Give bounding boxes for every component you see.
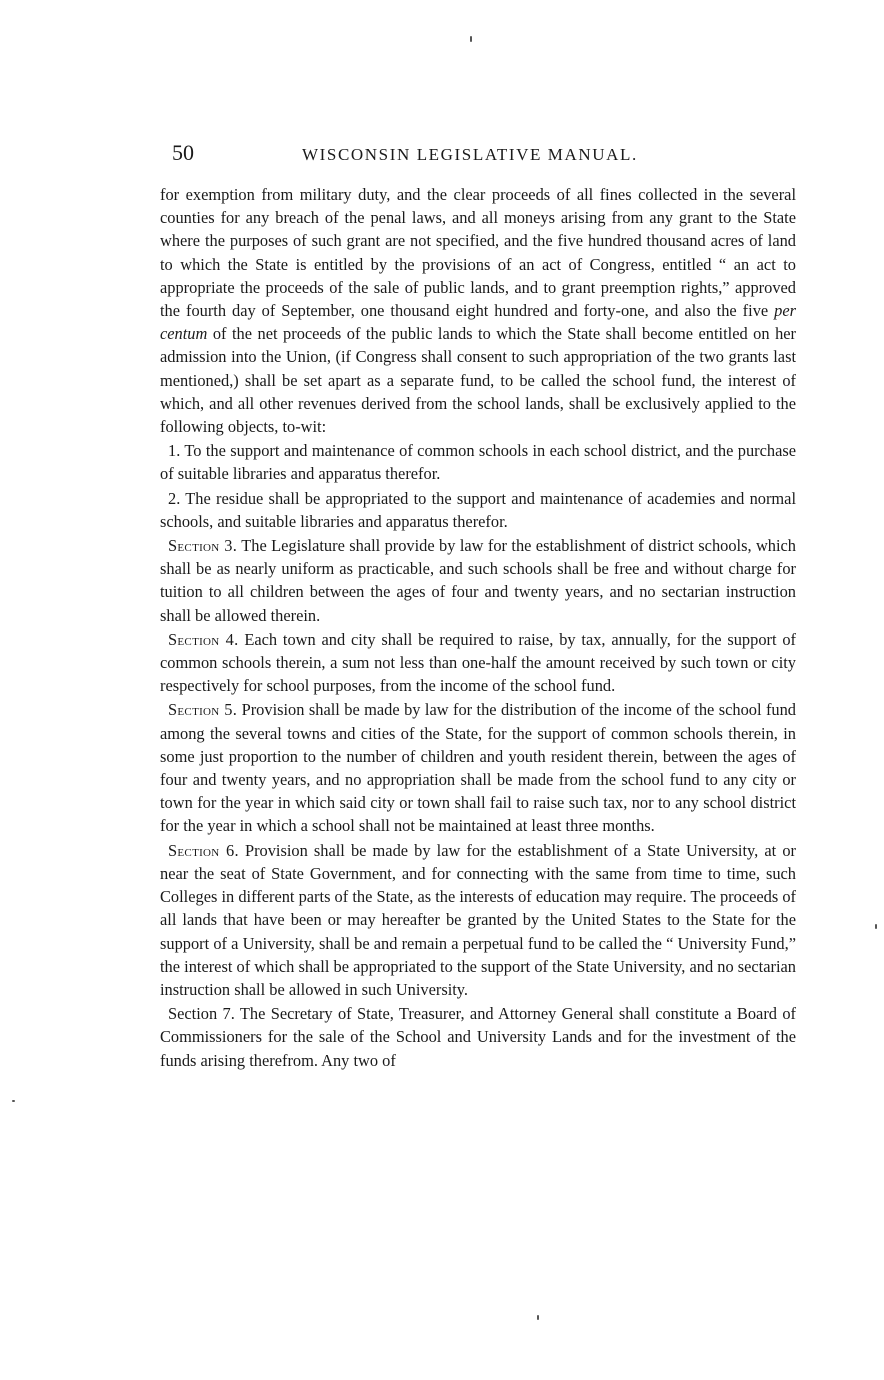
running-title: WISCONSIN LEGISLATIVE MANUAL. xyxy=(302,145,638,164)
paragraph-text: Each town and city shall be required to raise, by tax, annually, for the support of common schools therein, a sum not less than one-half the amount received by such town or city respectively for school purposes, from the income of the school fund. xyxy=(160,629,796,696)
section-heading: Section 3. xyxy=(168,536,238,556)
paragraph-text: for exemption from military duty, and the clear proceeds of all fines collected in the several counties for any breach of the penal laws, and all moneys arising from any grant to the State where the purposes of such grant are not specified, and the five hundred thousand acres of land to which the State is entitled by the provisions of an act of Congress, entitled “ an act to appropriate the proceeds of the sale of public lands, and to grant preemption rights,” approved the fourth day of September, one thousand eight hundred and forty-one, and also the five per centum of the net proceeds of the public lands to which the State shall become entitled on her admission into the Union, (if Congress shall consent to such appropriation of the two grants last mentioned,) shall be set apart as a separate fund, to be called the school fund, the interest of which, and all other revenues derived from the school lands, shall be exclusively applied to the following objects, to-wit: xyxy=(160,185,796,437)
paragraph xyxy=(160,487,796,533)
section-paragraph xyxy=(160,839,796,1001)
paragraph xyxy=(160,439,796,485)
section-paragraph xyxy=(160,1002,796,1072)
paragraph-text: The Secretary of State, Treasurer, and Attorney General shall constitute a Board of Commissioners for the sale of the School and University Lands and for the investment of the funds arising therefrom. Any two of xyxy=(160,1004,796,1070)
page-number: 50 xyxy=(172,140,194,165)
italic-phrase: per centum xyxy=(160,301,796,344)
scan-speck xyxy=(875,924,877,929)
scan-speck xyxy=(12,1100,15,1102)
paragraph-text: Provision shall be made by law for the distribution of the income of the school fund among the several towns and cities of the State, for the support of common schools therein, in some just proportion to the number of children and youth resident therein, between the ages of four and twenty years, and no appropriation shall be made from the school fund to any city or town for the year in which said city or town shall fail to raise such tax, nor to any school district for the year in which a school shall not be maintained at least three months. xyxy=(160,700,796,836)
section-paragraph xyxy=(160,534,796,627)
section-paragraph xyxy=(160,698,796,837)
section-heading: Section 4. xyxy=(168,629,239,649)
section-heading: Section 6. xyxy=(168,840,239,860)
body-text xyxy=(160,183,796,1073)
section-heading: Section 5. xyxy=(168,700,238,720)
scan-speck xyxy=(470,36,472,42)
paragraph-text: The Legislature shall provide by law for the establishment of district schools, which shall be as nearly uniform as practicable, and such schools shall be free and without charge for tuition to all children between the ages of four and twenty years, and no sectarian instruction shall be allowed therein. xyxy=(160,536,797,625)
paragraph-text: 2. The residue shall be appropriated to the support and maintenance of academies and normal schools, and suitable libraries and apparatus therefor. xyxy=(160,488,796,531)
paragraph-text: Provision shall be made by law for the establishment of a State University, at or near the seat of State Government, and for connecting with the same from time to time, such Colleges in different parts of the State, as the interests of education may require. The proceeds of all lands that have been or may hereafter be granted by the United States to the State for the support of a University, shall be and remain a perpetual fund to be called the “ University Fund,” the interest of which shall be appropriated to the support of the State University, and no sectarian instruction shall be allowed in such University. xyxy=(160,840,796,999)
section-paragraph xyxy=(160,628,796,698)
paragraph-text: 1. To the support and maintenance of common schools in each school district, and the purchase of suitable libraries and apparatus therefor. xyxy=(160,441,796,484)
section-heading: Section 7. xyxy=(168,1004,235,1024)
scan-speck xyxy=(537,1315,539,1320)
page-header xyxy=(172,140,712,170)
paragraph xyxy=(160,183,796,438)
